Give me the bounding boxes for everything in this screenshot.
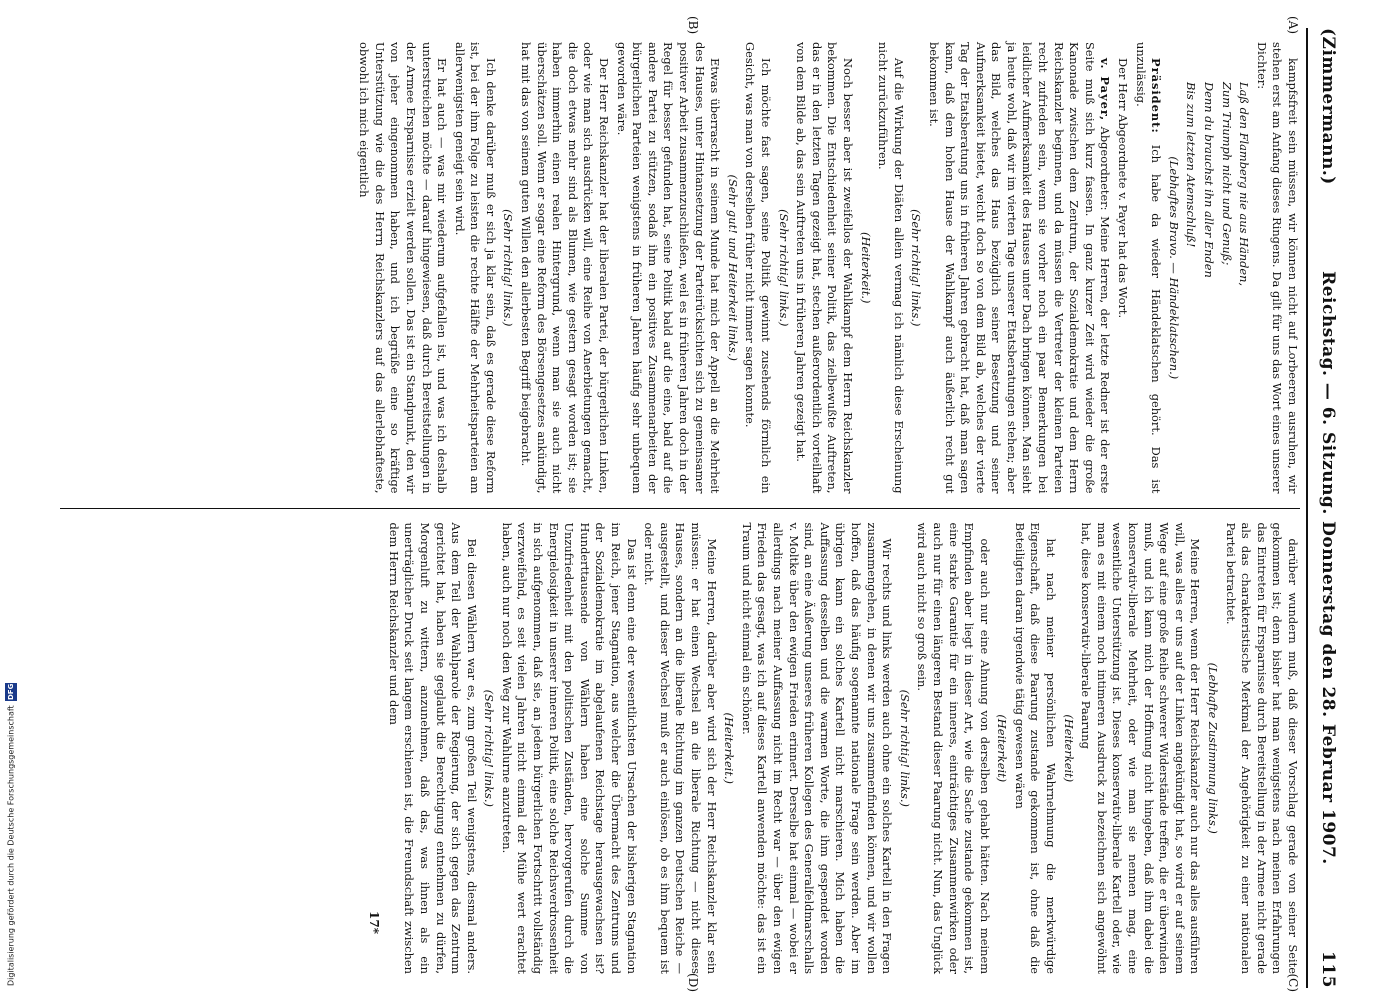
interjection: (Lebhafte Zustimmung links.) <box>1206 662 1221 834</box>
paragraph: hat nach meiner persönlichen Wahrnehmung die merkwürdige Eigenschaft, daß diese Paarung zustande gekommen ist, ohne daß die Beteiligten daran irgendwie tätig gewesen wären <box>1012 522 1059 974</box>
paragraph: darüber wundern muß, daß dieser Vorschlag gerade von seiner Seite gekommen ist; denn bisher hat man wenigstens nach meinen Erfahrungen das Eintreten für Ersparnisse durch Bereitstellung in der Armee nicht gerade als das charakteristische Merkmal der Angehörigkeit zu einer nationalen Partei betrachtet. <box>1223 522 1300 974</box>
paragraph: Wir rechts und links werden auch ohne ein solches Kartell in den Fragen zusammengehen, in denen wir uns zusammenfinden können, und wir wollen hoffen, daß das häufig sogenannte nationale Frage sein werden. Aber im übrigen kann ein solches Kartell nicht marschieren. Mich haben die Auffassung desselben und die warmen Worte, die ihm gespendet worden sind, an eine Äußerung unseres früheren Kollegen des Generalfeldmarschalls v. Moltke über den ewigen Frieden erinnert. Derselbe hat einmal — wobei er allerdings nach meiner Auffassung nicht im Recht war — über den ewigen Frieden das gesagt, was ich auf dieses Kartell anwenden möchte: das ist ein Traum und nicht einmal ein schöner. <box>739 522 895 974</box>
dfg-logo: DFG <box>7 683 15 701</box>
interjection: (Sehr gut! und Heiterkeit links.) <box>725 174 740 361</box>
text-columns <box>60 16 1300 992</box>
interjection: (Heiterkeit.) <box>858 232 873 304</box>
margin-mark-a: (A) <box>1286 16 1300 35</box>
paragraph <box>925 42 1112 494</box>
margin-mark-b: (B) <box>686 16 700 35</box>
margin-mark-d: (D) <box>686 973 700 992</box>
signature-mark: 17* <box>367 911 382 934</box>
interjection: (Sehr richtig! links.) <box>897 689 912 807</box>
interjection: (Sehr richtig! links.) <box>501 209 516 327</box>
interjection: (Heiterkeit.) <box>722 712 737 784</box>
interjection: (Sehr richtig! links.) <box>482 689 497 807</box>
paragraph: Noch besser aber ist zweifellos der Wahlkampf dem Herrn Reichskanzler bekommen. Die Entschiedenheit seiner Politik, das zielbewußte Auftreten, das er in den letzten Tagen gezeigt hat, stechen außerordentlich vorteilhaft von dem Bilde ab, das sein Auftreten uns in früheren Jahren gezeigt hat. <box>794 42 855 494</box>
paragraph <box>1132 42 1163 494</box>
digitization-note-text: Digitalisierung gefördert durch die Deutsche Forschungsgemeinschaft <box>6 705 16 986</box>
header-left: (Zimmermann.) <box>1318 28 1338 185</box>
paragraph: Bei diesen Wählern war es, zum großen Teil wenigstens, diesmal anders. Aus dem Teil der Wahlparole der Regierung, der sich gegen das Zentrum gerichtet hat, haben sie geglaubt die Berechtigung entnehmen zu dürfen, Morgenluft zu wittern, anzunehmen, daß das, was ihnen als ein unerträglicher Druck seit langem erschienen ist, die Freundschaft zwischen dem Herrn Reichskanzler und dem <box>386 522 479 974</box>
interjection: (Sehr richtig! links.) <box>909 209 924 327</box>
paragraph: Der Herr Abgeordnete v. Payer hat das Wort. <box>1116 58 1131 319</box>
speech-text: Ich habe da wieder Händeklatschen gehört. Das ist unzulässig. <box>1133 42 1164 494</box>
rotated-page-content <box>48 16 1338 992</box>
digitization-note <box>4 6 18 986</box>
paragraph: oder auch nur eine Ahnung von derselben gehabt hätten. Nach meinem Empfinden aber liegt in dieser Art, wie die Sache zustande gekommen ist, eine starke Garantie für ein inneres, einträchtiges Zusammenwirken oder auch nur für einen längeren Bestand dieser Paarung nicht. Nun, das Unglück wird auch nicht so groß sein. <box>915 522 992 974</box>
paragraph: Auf die Wirkung der Diäten allein vermag ich nämlich diese Erscheinung nicht zurückzuführen. <box>876 42 906 494</box>
verse-line: Denn du brauchst ihn aller Enden <box>1202 82 1217 278</box>
right-column <box>60 509 1300 992</box>
paragraph: Er hat auch — was mir wiederum aufgefallen ist, und was ich deshalb unterstreichen möchte — darauf hingewiesen, daß durch Bereitstellungen in der Armee Ersparnisse erzielt werden sollen. Das ist ein Standpunkt, den wir von jeher eingenommen haben, und ich begrüße eine so kräftige Unterstützung wie die des Herrn Reichskanzlers auf das allerlebhafteste, obwohl ich mich eigentlich <box>357 42 450 494</box>
paragraph: Der Herr Reichskanzler hat der liberalen Partei, der bürgerlichen Linken, oder wie man sich ausdrücken will, eine Reihe von Anerbietungen gemacht, die doch etwas mehr sind als Blumen, wie gestern gesagt worden ist; sie haben immerhin einen realen Hintergrund, wenn man sie auch nicht überschätzen soll. Wenn er sogar eine Reform des Börsengesetzes ankündigt, hat mit das von seinem guten Willen den allerbesten Begriff beigebracht. <box>519 42 612 494</box>
verse-line: Bis zum letzten Atemschluß! <box>1184 82 1199 248</box>
paragraph: Das ist denn eine der wesentlichsten Ursachen der bisherigen Stagnation im Reich, jener Stagnation, aus welcher die Übermacht des Zentrums und der Sozialdemokratie im abgelaufenen Reichstage herausgewachsen ist? Hunderttausende von Wählern haben eine solche Summe von Unzufriedenheit mit den politischen Zuständen, hervorgerufen durch die Energielosigkeit in unserer inneren Politik, eine solche Reichsverdrossenheit in sich aufgenommen, daß sie, an jedem bürgerlichen Fortschritt vollständig verzweifelnd, es seit vielen Jahren nicht einmal der Mühe wert erachtet haben, auch nur noch den Weg zur Wahlurne anzutreten. <box>499 522 639 974</box>
interjection: (Sehr richtig! links.) <box>776 209 791 327</box>
header-title: Reichstag. — 6. Sitzung. Donnerstag den 28. Februar 1907. <box>1318 271 1338 865</box>
verse-line: Laß den Flamberg nie aus Händen, <box>1237 82 1252 287</box>
page-header <box>1306 28 1338 988</box>
paragraph: kampfsfreit sein müssen, wir können nicht auf Lorbeeren ausruhen, wir stehen erst am Anfang dieses Ringens. Da gilt für uns das Wort eines unserer Dichter: <box>1254 42 1300 494</box>
interjection: (Heiterkeit) <box>995 714 1010 783</box>
interjection: (Heiterkeit) <box>1061 714 1076 783</box>
paragraph: Ich denke darüber muß er sich ja klar sein, daß es gerade diese Reform ist, bei der ihm Folge zu leisten die rechte Hälfte der Mehrheitsparteien am allerwenigsten geneigt sein wird. <box>452 42 498 494</box>
left-column <box>60 16 1300 508</box>
verse-line: Zum Triumph nicht und Genuß; <box>1219 82 1234 266</box>
interjection: (Lebhaftes Bravo. — Händeklatschen.) <box>1166 156 1181 380</box>
speech-text: Abgeordneter: Meine Herren, der letzte Redner ist der erste Seite muß sich kurz fassen. In ganz kurzer Zeit wird wieder die große Kanonade zwischen dem Zentrum, der Sozialdemokratie und dem Herrn Reichskanzler beginnen, und da müssen die Vertreter der kleinen Parteien recht zufrieden sein, wenn sie vorher noch ein paar Bemerkungen bei leidlicher Aufmerksamkeit des Hauses unter Dach bringen können. Man sieht ja heute wohl, daß wir im vierten Tage unserer Etatsberatungen stehen; aber das Bild, welches das Haus bezüglich seiner Besetzung und seiner Aufmerksamkeit bietet, weicht doch so von dem Bild ab, welches der vierte Tag der Etatsberatung uns in früheren Jahren gebracht hat, daß man sagen kann, daß dem hohen Hause der Wahlkampf auch äußerlich recht gut bekommen ist. <box>926 42 1113 494</box>
paragraph: Meine Herren, wenn der Herr Reichskanzler auch nur das alles ausführen will, was alles er uns auf der Linken angekündigt hat, so wird er auf seinem Wege auf eine große Reihe schwerer Widerstände treffen, die er überwinden muß, und ich kann mich der Hoffnung nicht hingeben, daß ihm dabei die konservativ-liberale Mehrheit, oder wie man sie nennen mag, eine wesentliche Unterstützung ist. Dieses konservativ-liberale Kartell oder, wie man es mit einem noch intimeren Ausdruck zu bezeichnen sich angewöhnt hat, diese konservativ-liberale Paarung <box>1079 522 1203 974</box>
paragraph: Meine Herren, darüber aber wird sich der Herr Reichskanzler klar sein müssen: er hat einen Wechsel an die liberale Richtung — nicht dieses Hauses, sondern an die liberale Richtung im ganzen Deutschen Reiche — ausgestellt, und dieser Wechsel muß er auch einlösen, ob es ihm bequem ist oder nicht. <box>642 522 719 974</box>
paragraph: Ich möchte fast sagen, seine Politik gewinnt zusehends förmlich ein Gesicht, was man von derselben früher nicht immer sagen konnte. <box>743 42 773 494</box>
page-number: 115 <box>1318 951 1338 988</box>
paragraph: Etwas überrascht in seinem Munde hat mich der Appell an die Mehrheit des Hauses, unter Hintansetzung der Parteirücksichten sich zu gemeinsamer positiver Arbeit zusammenzuschließen, weil es in früheren Jahren doch in der Regel für besser gefunden hat, seine Politik bald auf die eine, bald auf die andere Partei zu stützen, sodaß ihm ein positives Zusammenarbeiten der bürgerlichen Parteien wenigstens in früheren Jahren häufig sehr unbequem geworden wäre. <box>614 42 723 494</box>
speaker-label: Präsident: <box>1149 58 1164 134</box>
speaker-label: v. Payer, <box>1098 58 1113 122</box>
margin-mark-c: (C) <box>1286 973 1300 992</box>
